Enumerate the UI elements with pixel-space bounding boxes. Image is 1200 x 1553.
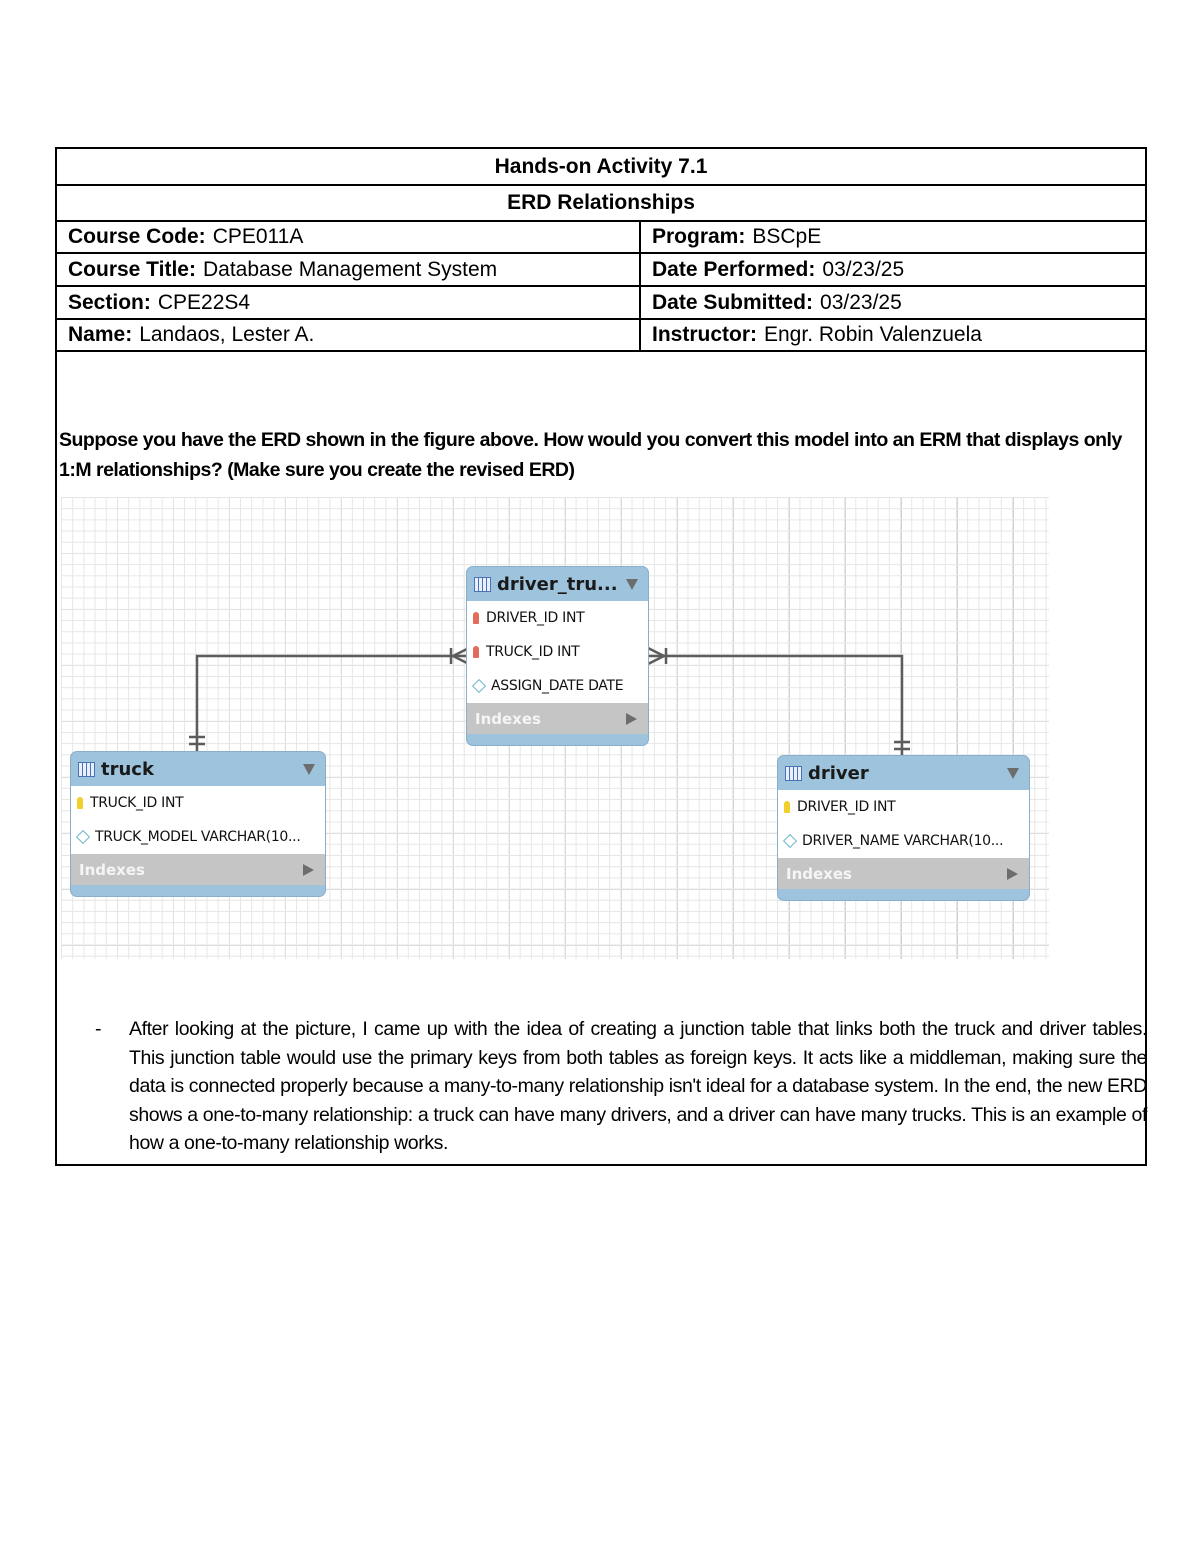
entity-driver-truck[interactable] xyxy=(466,566,649,746)
collapse-arrow-icon[interactable] xyxy=(1007,768,1019,779)
column-name: ASSIGN_DATE DATE xyxy=(491,678,624,694)
date-submitted-label: Date Submitted: xyxy=(652,290,814,314)
name-cell xyxy=(57,320,641,352)
expand-arrow-icon[interactable] xyxy=(1007,868,1018,880)
column-row xyxy=(467,669,648,703)
entity-header[interactable] xyxy=(778,756,1029,790)
table-icon xyxy=(785,766,802,781)
indexes-label: Indexes xyxy=(79,860,145,879)
column-row xyxy=(467,601,648,635)
date-performed-value: 03/23/25 xyxy=(822,257,905,281)
date-submitted-cell xyxy=(641,287,1145,320)
column-name: DRIVER_ID INT xyxy=(797,799,896,815)
section-label: Section: xyxy=(68,290,151,314)
indexes-row[interactable] xyxy=(71,854,325,885)
foreign-key-icon xyxy=(473,612,479,624)
expand-arrow-icon[interactable] xyxy=(626,713,637,725)
entity-name: driver_tru... xyxy=(497,573,618,595)
entity-columns xyxy=(778,790,1029,858)
bullet-dash: - xyxy=(95,1018,102,1040)
date-performed-cell xyxy=(641,254,1145,287)
entity-columns xyxy=(71,786,325,854)
attribute-diamond-icon xyxy=(783,834,797,848)
entity-name: truck xyxy=(101,758,154,780)
date-performed-label: Date Performed: xyxy=(652,257,816,281)
table-icon xyxy=(474,577,491,592)
primary-key-icon xyxy=(784,801,790,813)
course-title-label: Course Title: xyxy=(68,257,196,281)
column-row xyxy=(71,820,325,854)
instructor-label: Instructor: xyxy=(652,323,757,346)
section-value: CPE22S4 xyxy=(157,290,251,314)
expand-arrow-icon[interactable] xyxy=(303,864,314,876)
activity-subtitle: ERD Relationships xyxy=(57,186,1145,222)
course-code-value: CPE011A xyxy=(212,225,304,248)
indexes-row[interactable] xyxy=(467,703,648,734)
section-cell xyxy=(57,287,641,320)
course-code-cell xyxy=(57,222,641,254)
erd-diagram xyxy=(61,497,1049,959)
entity-truck[interactable] xyxy=(70,751,326,897)
truck-junction-connector xyxy=(197,656,469,751)
driver-junction-connector xyxy=(648,656,902,755)
course-title-cell xyxy=(57,254,641,287)
program-label: Program: xyxy=(652,225,746,248)
column-row xyxy=(71,786,325,820)
foreign-key-icon xyxy=(473,646,479,658)
column-name: DRIVER_ID INT xyxy=(486,610,585,626)
info-table xyxy=(57,222,1145,352)
date-submitted-value: 03/23/25 xyxy=(820,290,902,314)
question-text: Suppose you have the ERD shown in the figure above. How would you convert this model into an ERM that displays only 1:M relationships? (Make sure you create the revised ERD) xyxy=(59,429,1122,481)
indexes-label: Indexes xyxy=(786,864,852,883)
column-name: DRIVER_NAME VARCHAR(10... xyxy=(802,833,1004,849)
indexes-row[interactable] xyxy=(778,858,1029,889)
primary-key-icon xyxy=(77,797,83,809)
program-value: BSCpE xyxy=(752,225,822,248)
column-row xyxy=(778,790,1029,824)
name-label: Name: xyxy=(68,323,133,346)
activity-sheet xyxy=(55,147,1147,1166)
instructor-cell xyxy=(641,320,1145,352)
activity-title: Hands-on Activity 7.1 xyxy=(57,149,1145,186)
attribute-diamond-icon xyxy=(472,679,486,693)
collapse-arrow-icon[interactable] xyxy=(303,764,315,775)
entity-name: driver xyxy=(808,762,869,784)
indexes-label: Indexes xyxy=(475,709,541,728)
entity-header[interactable] xyxy=(71,752,325,786)
entity-driver[interactable] xyxy=(777,755,1030,901)
name-value: Landaos, Lester A. xyxy=(139,323,315,346)
column-row xyxy=(778,824,1029,858)
column-row xyxy=(467,635,648,669)
column-name: TRUCK_ID INT xyxy=(90,795,184,811)
attribute-diamond-icon xyxy=(76,830,90,844)
column-name: TRUCK_MODEL VARCHAR(10... xyxy=(95,829,301,845)
course-title-value: Database Management System xyxy=(202,257,498,281)
entity-header[interactable] xyxy=(467,567,648,601)
course-code-label: Course Code: xyxy=(68,225,206,248)
column-name: TRUCK_ID INT xyxy=(486,644,580,660)
answer-paragraph xyxy=(85,1015,1147,1158)
answer-text: After looking at the picture, I came up with the idea of creating a junction table that links both the truck and driver tables. This junction table would use the primary keys from both tables as foreign keys. It acts like a middleman, making sure the data is connected properly because a many-to-many relationship isn't ideal for a database system. In the end, the new ERD shows a one-to-many relationship: a truck can have many drivers, and a driver can have many trucks. This is an example of how a one-to-many relationship works. xyxy=(129,1018,1147,1154)
table-icon xyxy=(78,762,95,777)
entity-columns xyxy=(467,601,648,703)
program-cell xyxy=(641,222,1145,254)
collapse-arrow-icon[interactable] xyxy=(626,579,638,590)
instructor-value: Engr. Robin Valenzuela xyxy=(764,323,982,346)
